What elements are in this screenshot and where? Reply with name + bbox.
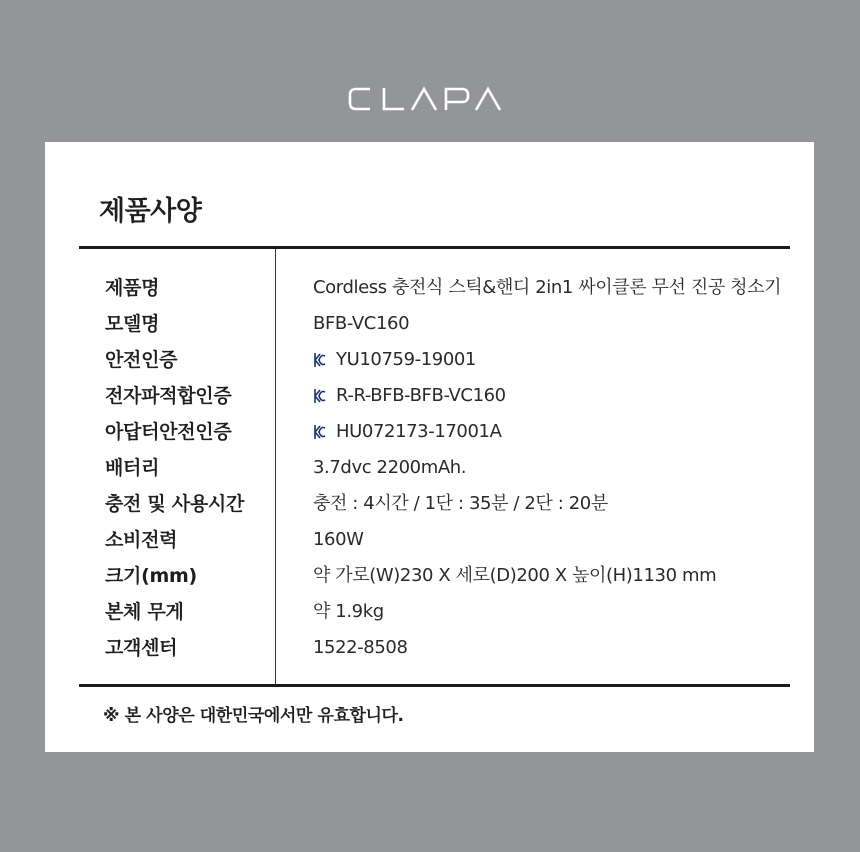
spec-value [313,522,364,558]
spec-value-text: 3.7dvc 2200mAh. [313,457,467,478]
spec-label: 전자파적합인증 [105,385,232,407]
spec-row-adapter-cert [45,414,814,450]
spec-value [313,342,476,378]
spec-label: 제품명 [105,277,160,299]
validity-note: ※ 본 사양은 대한민국에서만 유효합니다. [103,706,404,726]
clapa-logo-icon [348,86,512,112]
spec-value-text: Cordless 충전식 스틱&핸디 2in1 싸이클론 무선 진공 청소기 [313,277,782,298]
kc-mark-icon [313,352,326,368]
spec-label: 안전인증 [105,349,178,371]
spec-label: 소비전력 [105,529,178,551]
kc-mark-icon [313,424,326,440]
spec-value [313,378,506,414]
spec-row-battery [45,450,814,486]
spec-label: 충전 및 사용시간 [105,493,245,515]
spec-value [313,558,716,594]
spec-value [313,594,384,630]
spec-value-text: HU072173-17001A [336,421,502,442]
spec-row-power [45,522,814,558]
spec-value [313,630,408,666]
top-rule [79,246,790,249]
spec-value [313,306,409,342]
spec-label: 배터리 [105,457,160,479]
spec-row-product-name [45,270,814,306]
spec-card-title: 제품사양 [99,196,202,227]
spec-card [45,142,814,752]
spec-label: 크기(mm) [105,565,197,587]
spec-value-text: R-R-BFB-BFB-VC160 [336,385,506,406]
brand-logo [0,78,860,120]
spec-value-text: 약 가로(W)230 X 세로(D)200 X 높이(H)1130 mm [313,565,717,586]
spec-row-model [45,306,814,342]
spec-table [45,270,814,666]
spec-value [313,486,608,522]
spec-value [313,450,466,486]
spec-row-customer-center [45,630,814,666]
spec-value-text: 충전 : 4시간 / 1단 : 35분 / 2단 : 20분 [313,493,608,514]
spec-label: 모델명 [105,313,160,335]
spec-label: 본체 무게 [105,601,184,623]
spec-value-text: YU10759-19001 [336,349,476,370]
spec-row-size [45,558,814,594]
spec-row-weight [45,594,814,630]
bottom-rule [79,684,790,687]
spec-label: 고객센터 [105,637,178,659]
spec-value-text: 약 1.9kg [313,601,384,622]
spec-value [313,414,502,450]
spec-value-text: BFB-VC160 [313,313,410,334]
spec-value-text: 1522-8508 [313,637,408,658]
spec-label: 아답터안전인증 [105,421,232,443]
spec-row-emc-cert [45,378,814,414]
spec-row-safety-cert [45,342,814,378]
kc-mark-icon [313,388,326,404]
spec-row-charge-time [45,486,814,522]
spec-value-text: 160W [313,529,364,550]
spec-value [313,270,781,306]
